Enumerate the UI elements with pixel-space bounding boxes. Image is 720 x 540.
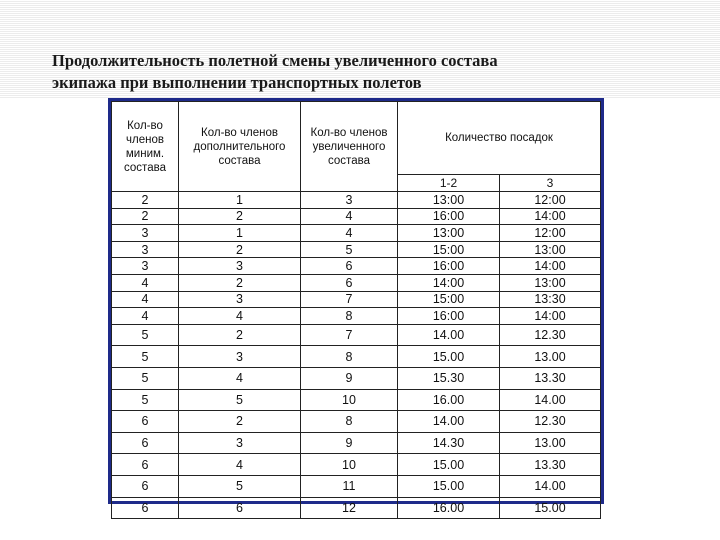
- cell-additional-crew: 1: [179, 225, 301, 242]
- cell-landings-1-2: 14.00: [398, 324, 500, 346]
- cell-landings-1-2: 13:00: [398, 225, 500, 242]
- cell-min-crew: 6: [112, 475, 179, 497]
- cell-augmented-crew: 8: [301, 308, 398, 325]
- cell-min-crew: 6: [112, 432, 179, 454]
- cell-additional-crew: 4: [179, 454, 301, 476]
- cell-landings-1-2: 15:00: [398, 291, 500, 308]
- cell-augmented-crew: 3: [301, 192, 398, 209]
- cell-augmented-crew: 10: [301, 389, 398, 411]
- table-row: [112, 367, 601, 389]
- cell-landings-1-2: 16:00: [398, 258, 500, 275]
- cell-min-crew: 5: [112, 324, 179, 346]
- cell-landings-3: 13.00: [500, 346, 601, 368]
- duty-time-table-frame: [108, 98, 604, 515]
- cell-augmented-crew: 6: [301, 258, 398, 275]
- cell-additional-crew: 3: [179, 258, 301, 275]
- cell-augmented-crew: 8: [301, 411, 398, 433]
- cell-additional-crew: 5: [179, 475, 301, 497]
- cell-additional-crew: 1: [179, 192, 301, 209]
- title-line-2: экипажа при выполнении транспортных полетов: [52, 73, 422, 92]
- cell-min-crew: 5: [112, 367, 179, 389]
- cell-landings-3: 12.30: [500, 324, 601, 346]
- table-row: [112, 324, 601, 346]
- cell-additional-crew: 6: [179, 497, 301, 519]
- cell-augmented-crew: 8: [301, 346, 398, 368]
- cell-augmented-crew: 9: [301, 367, 398, 389]
- cell-landings-3: 14.00: [500, 475, 601, 497]
- header-landings-3: 3: [500, 175, 601, 192]
- table-row: [112, 241, 601, 258]
- cell-landings-1-2: 16:00: [398, 208, 500, 225]
- cell-augmented-crew: 9: [301, 432, 398, 454]
- header-landings: Количество посадок: [398, 102, 601, 175]
- header-augmented-crew: Кол-во членов увеличенного состава: [301, 102, 398, 192]
- cell-augmented-crew: 5: [301, 241, 398, 258]
- table-row: [112, 225, 601, 242]
- cell-landings-1-2: 15:00: [398, 241, 500, 258]
- cell-landings-3: 14:00: [500, 258, 601, 275]
- cell-augmented-crew: 6: [301, 274, 398, 291]
- cell-landings-1-2: 15.30: [398, 367, 500, 389]
- cell-landings-3: 13:30: [500, 291, 601, 308]
- cell-additional-crew: 2: [179, 411, 301, 433]
- cell-landings-3: 12:00: [500, 225, 601, 242]
- duty-time-table: [111, 101, 601, 519]
- header-min-crew: Кол-во членов миним. состава: [112, 102, 179, 192]
- cell-landings-3: 14:00: [500, 308, 601, 325]
- cell-landings-3: 13:00: [500, 274, 601, 291]
- cell-augmented-crew: 4: [301, 225, 398, 242]
- cell-augmented-crew: 7: [301, 324, 398, 346]
- cell-landings-1-2: 16.00: [398, 389, 500, 411]
- cell-min-crew: 4: [112, 291, 179, 308]
- cell-landings-1-2: 16.00: [398, 497, 500, 519]
- cell-additional-crew: 5: [179, 389, 301, 411]
- table-row: [112, 291, 601, 308]
- cell-landings-3: 13.00: [500, 432, 601, 454]
- table-row: [112, 208, 601, 225]
- cell-min-crew: 3: [112, 225, 179, 242]
- cell-landings-3: 13.30: [500, 454, 601, 476]
- cell-landings-1-2: 14.30: [398, 432, 500, 454]
- cell-landings-3: 15.00: [500, 497, 601, 519]
- cell-landings-1-2: 15.00: [398, 346, 500, 368]
- cell-min-crew: 2: [112, 208, 179, 225]
- cell-min-crew: 6: [112, 497, 179, 519]
- cell-landings-3: 13:00: [500, 241, 601, 258]
- cell-min-crew: 3: [112, 241, 179, 258]
- table-row: [112, 497, 601, 519]
- cell-min-crew: 5: [112, 346, 179, 368]
- cell-additional-crew: 3: [179, 346, 301, 368]
- cell-additional-crew: 2: [179, 274, 301, 291]
- title-line-1: Продолжительность полетной смены увеличенного состава: [52, 51, 498, 70]
- cell-augmented-crew: 12: [301, 497, 398, 519]
- cell-additional-crew: 4: [179, 308, 301, 325]
- cell-landings-3: 14.00: [500, 389, 601, 411]
- table-body: [112, 192, 601, 519]
- cell-landings-1-2: 15.00: [398, 454, 500, 476]
- cell-landings-1-2: 14.00: [398, 411, 500, 433]
- table-header-row: [112, 102, 601, 175]
- cell-augmented-crew: 10: [301, 454, 398, 476]
- cell-min-crew: 4: [112, 274, 179, 291]
- slide-title: [52, 50, 672, 94]
- table-row: [112, 274, 601, 291]
- cell-landings-1-2: 13:00: [398, 192, 500, 209]
- table-row: [112, 258, 601, 275]
- cell-additional-crew: 2: [179, 324, 301, 346]
- cell-min-crew: 3: [112, 258, 179, 275]
- cell-additional-crew: 3: [179, 291, 301, 308]
- cell-landings-3: 12:00: [500, 192, 601, 209]
- cell-min-crew: 6: [112, 411, 179, 433]
- header-additional-crew: Кол-во членов дополнительного состава: [179, 102, 301, 192]
- cell-additional-crew: 2: [179, 208, 301, 225]
- cell-landings-1-2: 16:00: [398, 308, 500, 325]
- header-landings-1-2: 1-2: [398, 175, 500, 192]
- cell-additional-crew: 2: [179, 241, 301, 258]
- table-row: [112, 308, 601, 325]
- cell-augmented-crew: 11: [301, 475, 398, 497]
- cell-min-crew: 5: [112, 389, 179, 411]
- cell-landings-3: 13.30: [500, 367, 601, 389]
- table-row: [112, 389, 601, 411]
- table-row: [112, 454, 601, 476]
- cell-augmented-crew: 7: [301, 291, 398, 308]
- cell-augmented-crew: 4: [301, 208, 398, 225]
- cell-min-crew: 6: [112, 454, 179, 476]
- cell-landings-3: 12.30: [500, 411, 601, 433]
- table-row: [112, 475, 601, 497]
- table-row: [112, 432, 601, 454]
- cell-landings-1-2: 14:00: [398, 274, 500, 291]
- cell-min-crew: 4: [112, 308, 179, 325]
- cell-min-crew: 2: [112, 192, 179, 209]
- table-row: [112, 192, 601, 209]
- cell-landings-3: 14:00: [500, 208, 601, 225]
- cell-additional-crew: 3: [179, 432, 301, 454]
- cell-additional-crew: 4: [179, 367, 301, 389]
- cell-landings-1-2: 15.00: [398, 475, 500, 497]
- table-row: [112, 411, 601, 433]
- table-row: [112, 346, 601, 368]
